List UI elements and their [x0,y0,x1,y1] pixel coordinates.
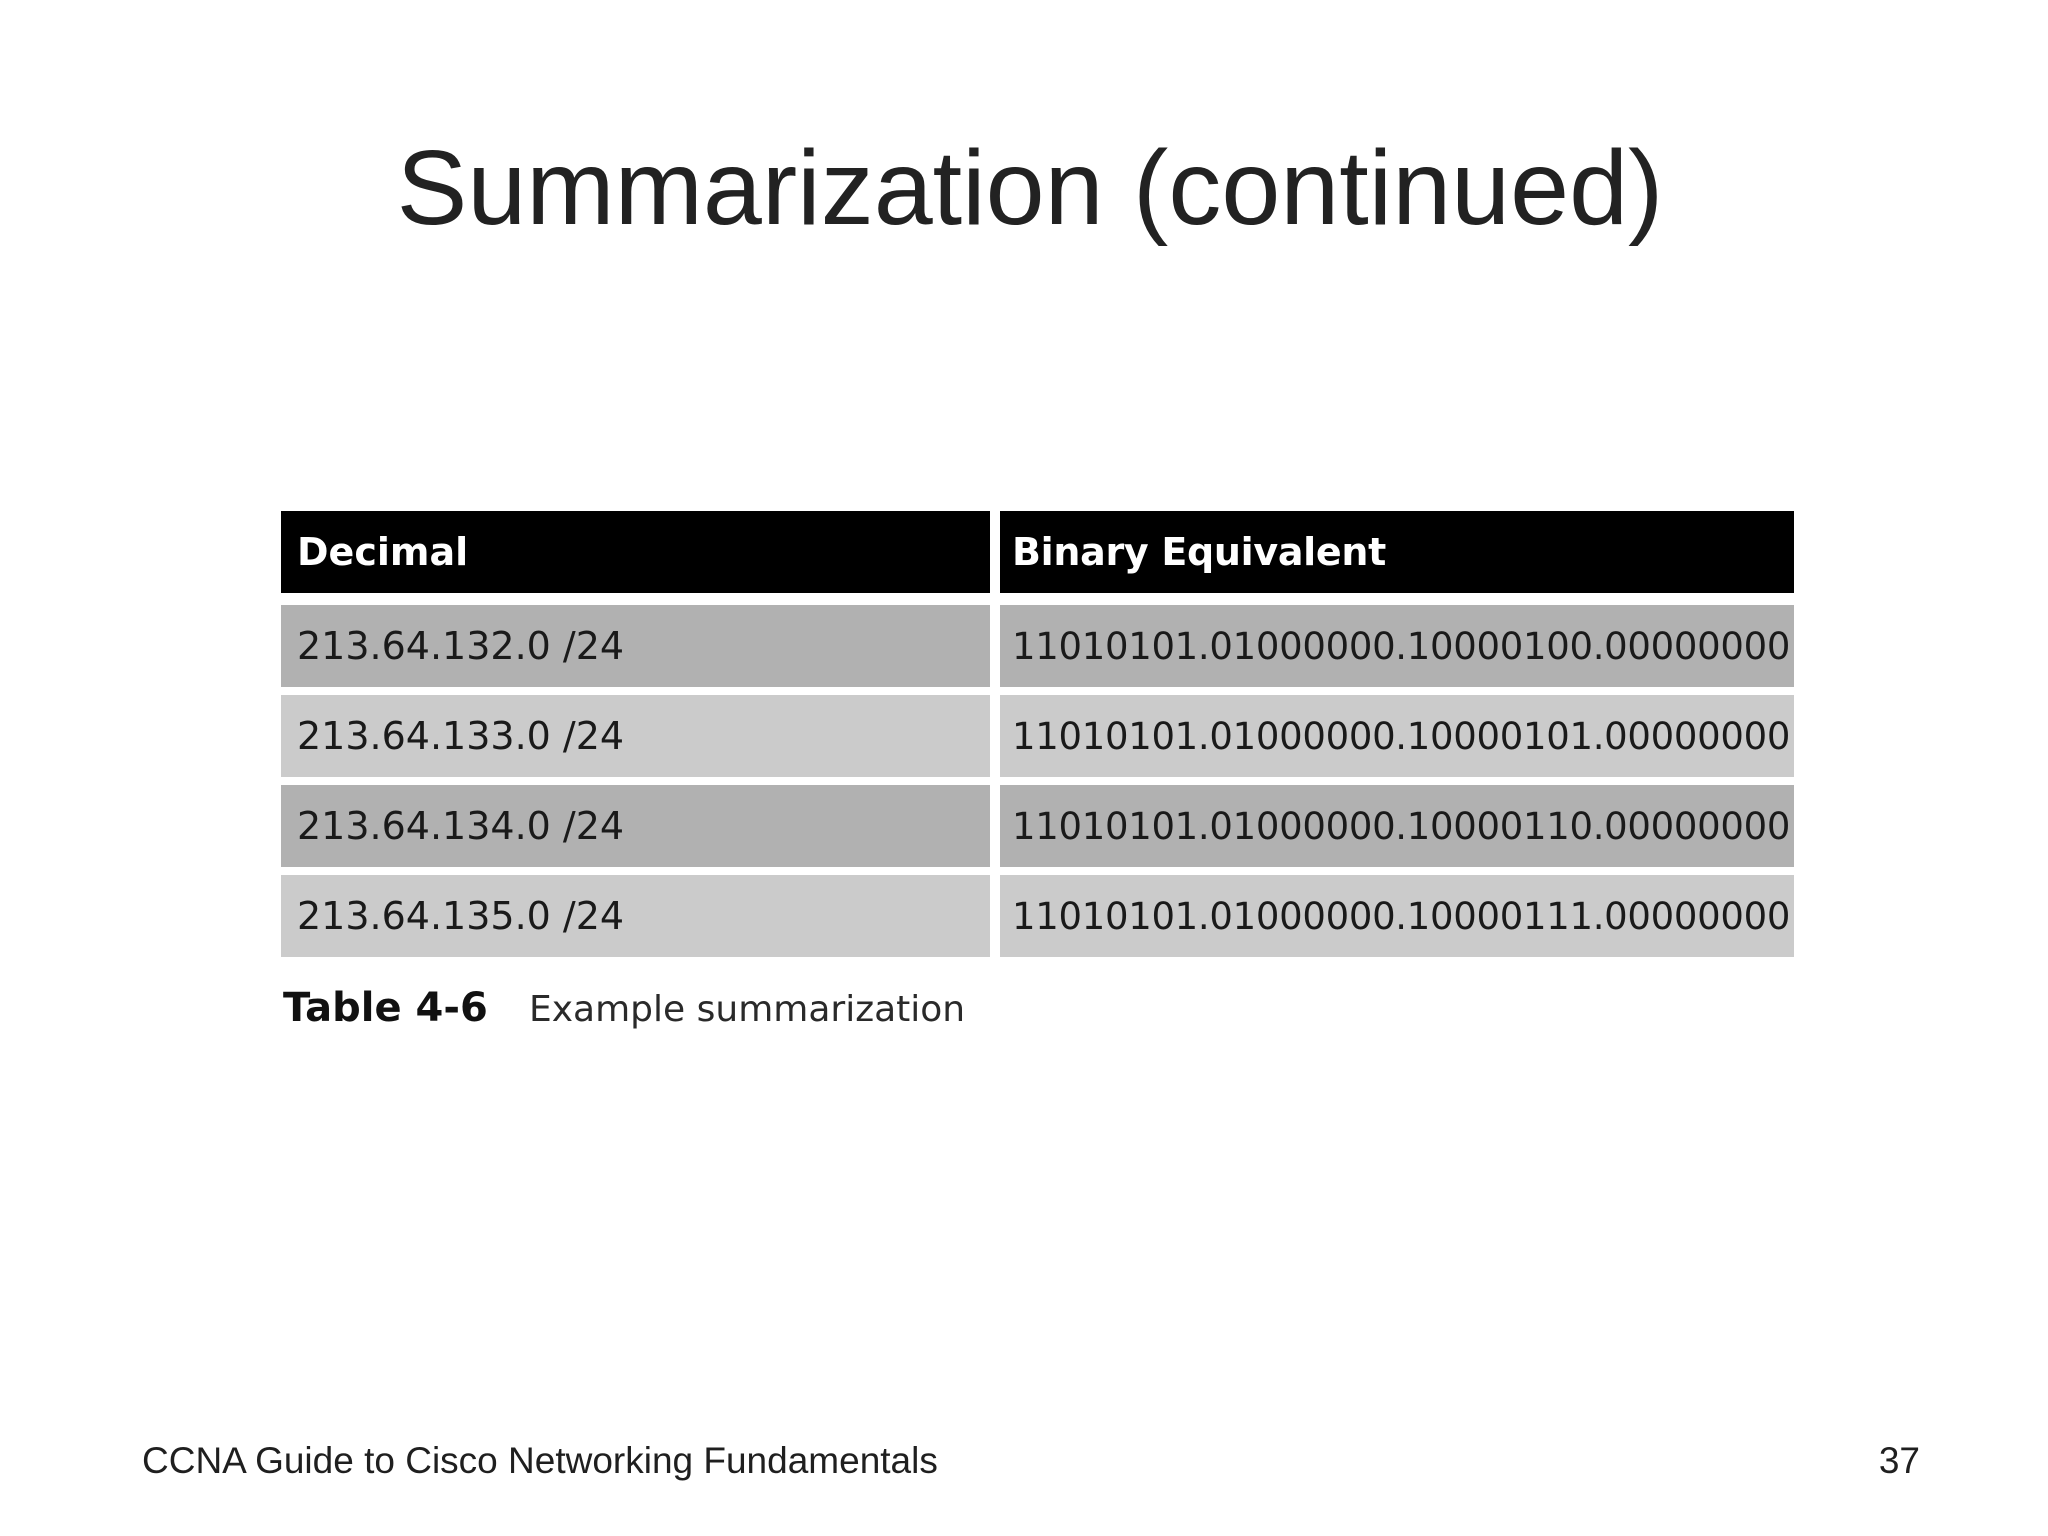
caption-label: Table 4-6 [283,985,488,1031]
page-number: 37 [1878,1440,1920,1481]
table-row [281,785,1794,867]
binary-cell: 11010101.01000000.10000111.00000000 [1000,875,1794,957]
table-header-row [281,511,1794,593]
slide-title: Summarization (continued) [396,129,1664,247]
header-decimal: Decimal [281,511,990,593]
table-caption [283,985,965,1031]
table-row [281,695,1794,777]
binary-cell: 11010101.01000000.10000100.00000000 [1000,605,1794,687]
decimal-cell: 213.64.132.0 /24 [281,605,990,687]
decimal-cell: 213.64.135.0 /24 [281,875,990,957]
binary-cell: 11010101.01000000.10000101.00000000 [1000,695,1794,777]
caption-text: Example summarization [529,989,966,1030]
binary-cell: 11010101.01000000.10000110.00000000 [1000,785,1794,867]
decimal-cell: 213.64.133.0 /24 [281,695,990,777]
table-row [281,875,1794,957]
footer-text: CCNA Guide to Cisco Networking Fundamentals [142,1440,938,1481]
table-row [281,605,1794,687]
header-binary-equivalent: Binary Equivalent [1000,511,1794,593]
summarization-table [281,511,1794,965]
decimal-cell: 213.64.134.0 /24 [281,785,990,867]
